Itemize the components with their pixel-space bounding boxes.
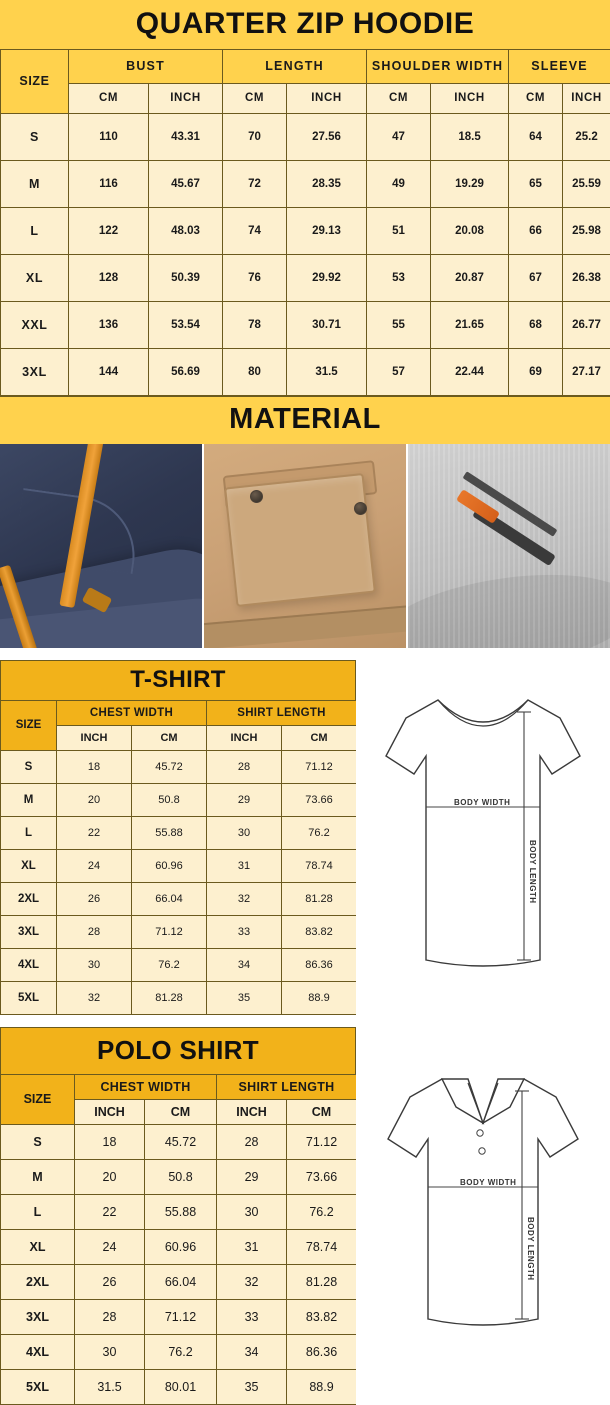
cell: 31.5 — [287, 348, 367, 395]
polo-size-3xl: 3XL — [1, 1299, 75, 1334]
cell: 53.54 — [149, 301, 223, 348]
tshirt-table-wrap — [0, 660, 356, 1015]
tshirt-unit-chest-inch: INCH — [57, 725, 132, 750]
tan-snap-pocket-photo — [202, 444, 406, 648]
cell: 65 — [509, 160, 563, 207]
cell: 66 — [509, 207, 563, 254]
cell: 66.04 — [132, 882, 207, 915]
table-row — [1, 1299, 357, 1334]
hoodie-unit-shoulder-cm: CM — [367, 83, 431, 113]
cell: 60.96 — [145, 1229, 217, 1264]
cell: 86.36 — [282, 948, 357, 981]
cell: 25.59 — [563, 160, 610, 207]
polo-size-l: L — [1, 1194, 75, 1229]
cell: 81.28 — [282, 882, 357, 915]
polo-header-row-groups — [1, 1074, 357, 1099]
tshirt-group-shirt-length: SHIRT LENGTH — [207, 700, 357, 725]
table-row — [1, 1229, 357, 1264]
polo-size-header: SIZE — [1, 1074, 75, 1124]
cell: 26 — [57, 882, 132, 915]
cell: 30 — [217, 1194, 287, 1229]
cell: 81.28 — [287, 1264, 357, 1299]
cell: 29.92 — [287, 254, 367, 301]
cell: 51 — [367, 207, 431, 254]
cell: 29 — [217, 1159, 287, 1194]
cell: 70 — [223, 113, 287, 160]
hoodie-group-bust: BUST — [69, 49, 223, 83]
cell: 45.67 — [149, 160, 223, 207]
cell: 88.9 — [282, 981, 357, 1014]
cell: 144 — [69, 348, 149, 395]
hoodie-size-m: M — [1, 160, 69, 207]
cell: 83.82 — [287, 1299, 357, 1334]
table-row — [1, 348, 610, 395]
cell: 50.8 — [132, 783, 207, 816]
table-row — [1, 1194, 357, 1229]
table-row — [1, 915, 357, 948]
cell: 55 — [367, 301, 431, 348]
cell: 28 — [217, 1124, 287, 1159]
cell: 27.56 — [287, 113, 367, 160]
cell: 73.66 — [282, 783, 357, 816]
tshirt-diagram — [356, 660, 610, 1015]
table-row — [1, 1369, 357, 1404]
cell: 45.72 — [132, 750, 207, 783]
cell: 53 — [367, 254, 431, 301]
tshirt-size-s: S — [1, 750, 57, 783]
cell: 34 — [207, 948, 282, 981]
cell: 72 — [223, 160, 287, 207]
cell: 67 — [509, 254, 563, 301]
cell: 30.71 — [287, 301, 367, 348]
cell: 26 — [75, 1264, 145, 1299]
cell: 29.13 — [287, 207, 367, 254]
hoodie-unit-bust-inch: INCH — [149, 83, 223, 113]
polo-unit-chest-cm: CM — [145, 1099, 217, 1124]
cell: 64 — [509, 113, 563, 160]
tshirt-size-table — [0, 700, 357, 1015]
tshirt-header-row-groups — [1, 700, 357, 725]
cell: 76.2 — [132, 948, 207, 981]
table-row — [1, 113, 610, 160]
hoodie-header-row-units — [1, 83, 610, 113]
tshirt-group-chest-width: CHEST WIDTH — [57, 700, 207, 725]
polo-body-width-label: BODY WIDTH — [460, 1178, 516, 1187]
table-row — [1, 948, 357, 981]
hoodie-size-3xl: 3XL — [1, 348, 69, 395]
table-row — [1, 816, 357, 849]
hoodie-size-xxl: XXL — [1, 301, 69, 348]
cell: 19.29 — [431, 160, 509, 207]
hoodie-size-xl: XL — [1, 254, 69, 301]
tshirt-size-3xl: 3XL — [1, 915, 57, 948]
cell: 35 — [217, 1369, 287, 1404]
hoodie-size-header: SIZE — [1, 49, 69, 113]
cell: 32 — [57, 981, 132, 1014]
polo-size-5xl: 5XL — [1, 1369, 75, 1404]
hoodie-group-shoulder-width: SHOULDER WIDTH — [367, 49, 509, 83]
cell: 20 — [75, 1159, 145, 1194]
cell: 136 — [69, 301, 149, 348]
hoodie-size-l: L — [1, 207, 69, 254]
cell: 28 — [207, 750, 282, 783]
cell: 47 — [367, 113, 431, 160]
material-title: MATERIAL — [0, 396, 610, 444]
polo-size-table — [0, 1074, 357, 1405]
cell: 55.88 — [145, 1194, 217, 1229]
tshirt-body-length-label: BODY LENGTH — [528, 840, 537, 904]
cell: 81.28 — [132, 981, 207, 1014]
hoodie-group-length: LENGTH — [223, 49, 367, 83]
tshirt-size-2xl: 2XL — [1, 882, 57, 915]
cell: 28 — [57, 915, 132, 948]
cell: 35 — [207, 981, 282, 1014]
cell: 18 — [57, 750, 132, 783]
polo-title: POLO SHIRT — [0, 1027, 356, 1074]
cell: 122 — [69, 207, 149, 254]
hoodie-unit-sleeve-inch: INCH — [563, 83, 610, 113]
polo-size-m: M — [1, 1159, 75, 1194]
table-row — [1, 1264, 357, 1299]
cell: 71.12 — [145, 1299, 217, 1334]
tshirt-title: T-SHIRT — [0, 660, 356, 700]
cell: 31.5 — [75, 1369, 145, 1404]
cell: 71.12 — [282, 750, 357, 783]
navy-hoodie-drawstring-photo — [0, 444, 202, 648]
polo-unit-chest-inch: INCH — [75, 1099, 145, 1124]
hoodie-unit-length-inch: INCH — [287, 83, 367, 113]
cell: 31 — [207, 849, 282, 882]
polo-section — [0, 1027, 610, 1405]
polo-size-s: S — [1, 1124, 75, 1159]
hoodie-unit-length-cm: CM — [223, 83, 287, 113]
tshirt-outline-icon — [356, 660, 610, 990]
tshirt-unit-length-cm: CM — [282, 725, 357, 750]
cell: 74 — [223, 207, 287, 254]
cell: 20.87 — [431, 254, 509, 301]
tshirt-section — [0, 660, 610, 1015]
cell: 66.04 — [145, 1264, 217, 1299]
table-row — [1, 207, 610, 254]
table-row — [1, 783, 357, 816]
cell: 27.17 — [563, 348, 610, 395]
cell: 24 — [57, 849, 132, 882]
polo-size-4xl: 4XL — [1, 1334, 75, 1369]
spacer — [0, 1015, 610, 1027]
cell: 76 — [223, 254, 287, 301]
cell: 21.65 — [431, 301, 509, 348]
cell: 78.74 — [287, 1229, 357, 1264]
cell: 76.2 — [282, 816, 357, 849]
table-row — [1, 254, 610, 301]
cell: 29 — [207, 783, 282, 816]
hoodie-title: QUARTER ZIP HOODIE — [0, 0, 610, 49]
cell: 22.44 — [431, 348, 509, 395]
table-row — [1, 750, 357, 783]
polo-group-shirt-length: SHIRT LENGTH — [217, 1074, 357, 1099]
cell: 50.8 — [145, 1159, 217, 1194]
cell: 26.77 — [563, 301, 610, 348]
tshirt-body-width-label: BODY WIDTH — [454, 798, 510, 807]
cell: 32 — [207, 882, 282, 915]
cell: 24 — [75, 1229, 145, 1264]
cell: 80 — [223, 348, 287, 395]
polo-group-chest-width: CHEST WIDTH — [75, 1074, 217, 1099]
polo-diagram — [356, 1027, 610, 1405]
cell: 28 — [75, 1299, 145, 1334]
cell: 28.35 — [287, 160, 367, 207]
cell: 128 — [69, 254, 149, 301]
table-row — [1, 1159, 357, 1194]
polo-unit-length-cm: CM — [287, 1099, 357, 1124]
tshirt-unit-chest-cm: CM — [132, 725, 207, 750]
polo-size-xl: XL — [1, 1229, 75, 1264]
cell: 22 — [75, 1194, 145, 1229]
cell: 86.36 — [287, 1334, 357, 1369]
hoodie-size-table — [0, 49, 610, 396]
table-row — [1, 882, 357, 915]
tshirt-unit-length-inch: INCH — [207, 725, 282, 750]
cell: 30 — [75, 1334, 145, 1369]
cell: 18 — [75, 1124, 145, 1159]
table-row — [1, 981, 357, 1014]
cell: 71.12 — [287, 1124, 357, 1159]
cell: 76.2 — [145, 1334, 217, 1369]
spacer — [0, 648, 610, 660]
hoodie-unit-bust-cm: CM — [69, 83, 149, 113]
cell: 26.38 — [563, 254, 610, 301]
polo-table-wrap — [0, 1027, 356, 1405]
cell: 80.01 — [145, 1369, 217, 1404]
cell: 88.9 — [287, 1369, 357, 1404]
cell: 116 — [69, 160, 149, 207]
cell: 49 — [367, 160, 431, 207]
tshirt-size-xl: XL — [1, 849, 57, 882]
cell: 56.69 — [149, 348, 223, 395]
cell: 83.82 — [282, 915, 357, 948]
cell: 69 — [509, 348, 563, 395]
cell: 30 — [57, 948, 132, 981]
cell: 25.98 — [563, 207, 610, 254]
hoodie-header-row-groups — [1, 49, 610, 83]
hoodie-unit-sleeve-cm: CM — [509, 83, 563, 113]
cell: 20.08 — [431, 207, 509, 254]
polo-size-2xl: 2XL — [1, 1264, 75, 1299]
table-row — [1, 160, 610, 207]
cell: 43.31 — [149, 113, 223, 160]
cell: 34 — [217, 1334, 287, 1369]
cell: 48.03 — [149, 207, 223, 254]
cell: 33 — [217, 1299, 287, 1334]
table-row — [1, 849, 357, 882]
cell: 30 — [207, 816, 282, 849]
tshirt-size-4xl: 4XL — [1, 948, 57, 981]
cell: 76.2 — [287, 1194, 357, 1229]
cell: 110 — [69, 113, 149, 160]
cell: 22 — [57, 816, 132, 849]
cell: 78 — [223, 301, 287, 348]
cell: 73.66 — [287, 1159, 357, 1194]
cell: 25.2 — [563, 113, 610, 160]
polo-unit-length-inch: INCH — [217, 1099, 287, 1124]
cell: 31 — [217, 1229, 287, 1264]
tshirt-size-5xl: 5XL — [1, 981, 57, 1014]
hoodie-size-s: S — [1, 113, 69, 160]
hoodie-unit-shoulder-inch: INCH — [431, 83, 509, 113]
cell: 55.88 — [132, 816, 207, 849]
table-row — [1, 1334, 357, 1369]
cell: 45.72 — [145, 1124, 217, 1159]
cell: 18.5 — [431, 113, 509, 160]
table-row — [1, 301, 610, 348]
tshirt-size-l: L — [1, 816, 57, 849]
cell: 20 — [57, 783, 132, 816]
cell: 50.39 — [149, 254, 223, 301]
cell: 60.96 — [132, 849, 207, 882]
hoodie-group-sleeve: SLEEVE — [509, 49, 610, 83]
material-photo-row — [0, 444, 610, 648]
cell: 68 — [509, 301, 563, 348]
tshirt-size-header: SIZE — [1, 700, 57, 750]
cell: 33 — [207, 915, 282, 948]
grey-zipper-pull-photo — [406, 444, 610, 648]
tshirt-size-m: M — [1, 783, 57, 816]
polo-body-length-label: BODY LENGTH — [526, 1217, 535, 1281]
cell: 78.74 — [282, 849, 357, 882]
cell: 57 — [367, 348, 431, 395]
cell: 32 — [217, 1264, 287, 1299]
table-row — [1, 1124, 357, 1159]
cell: 71.12 — [132, 915, 207, 948]
